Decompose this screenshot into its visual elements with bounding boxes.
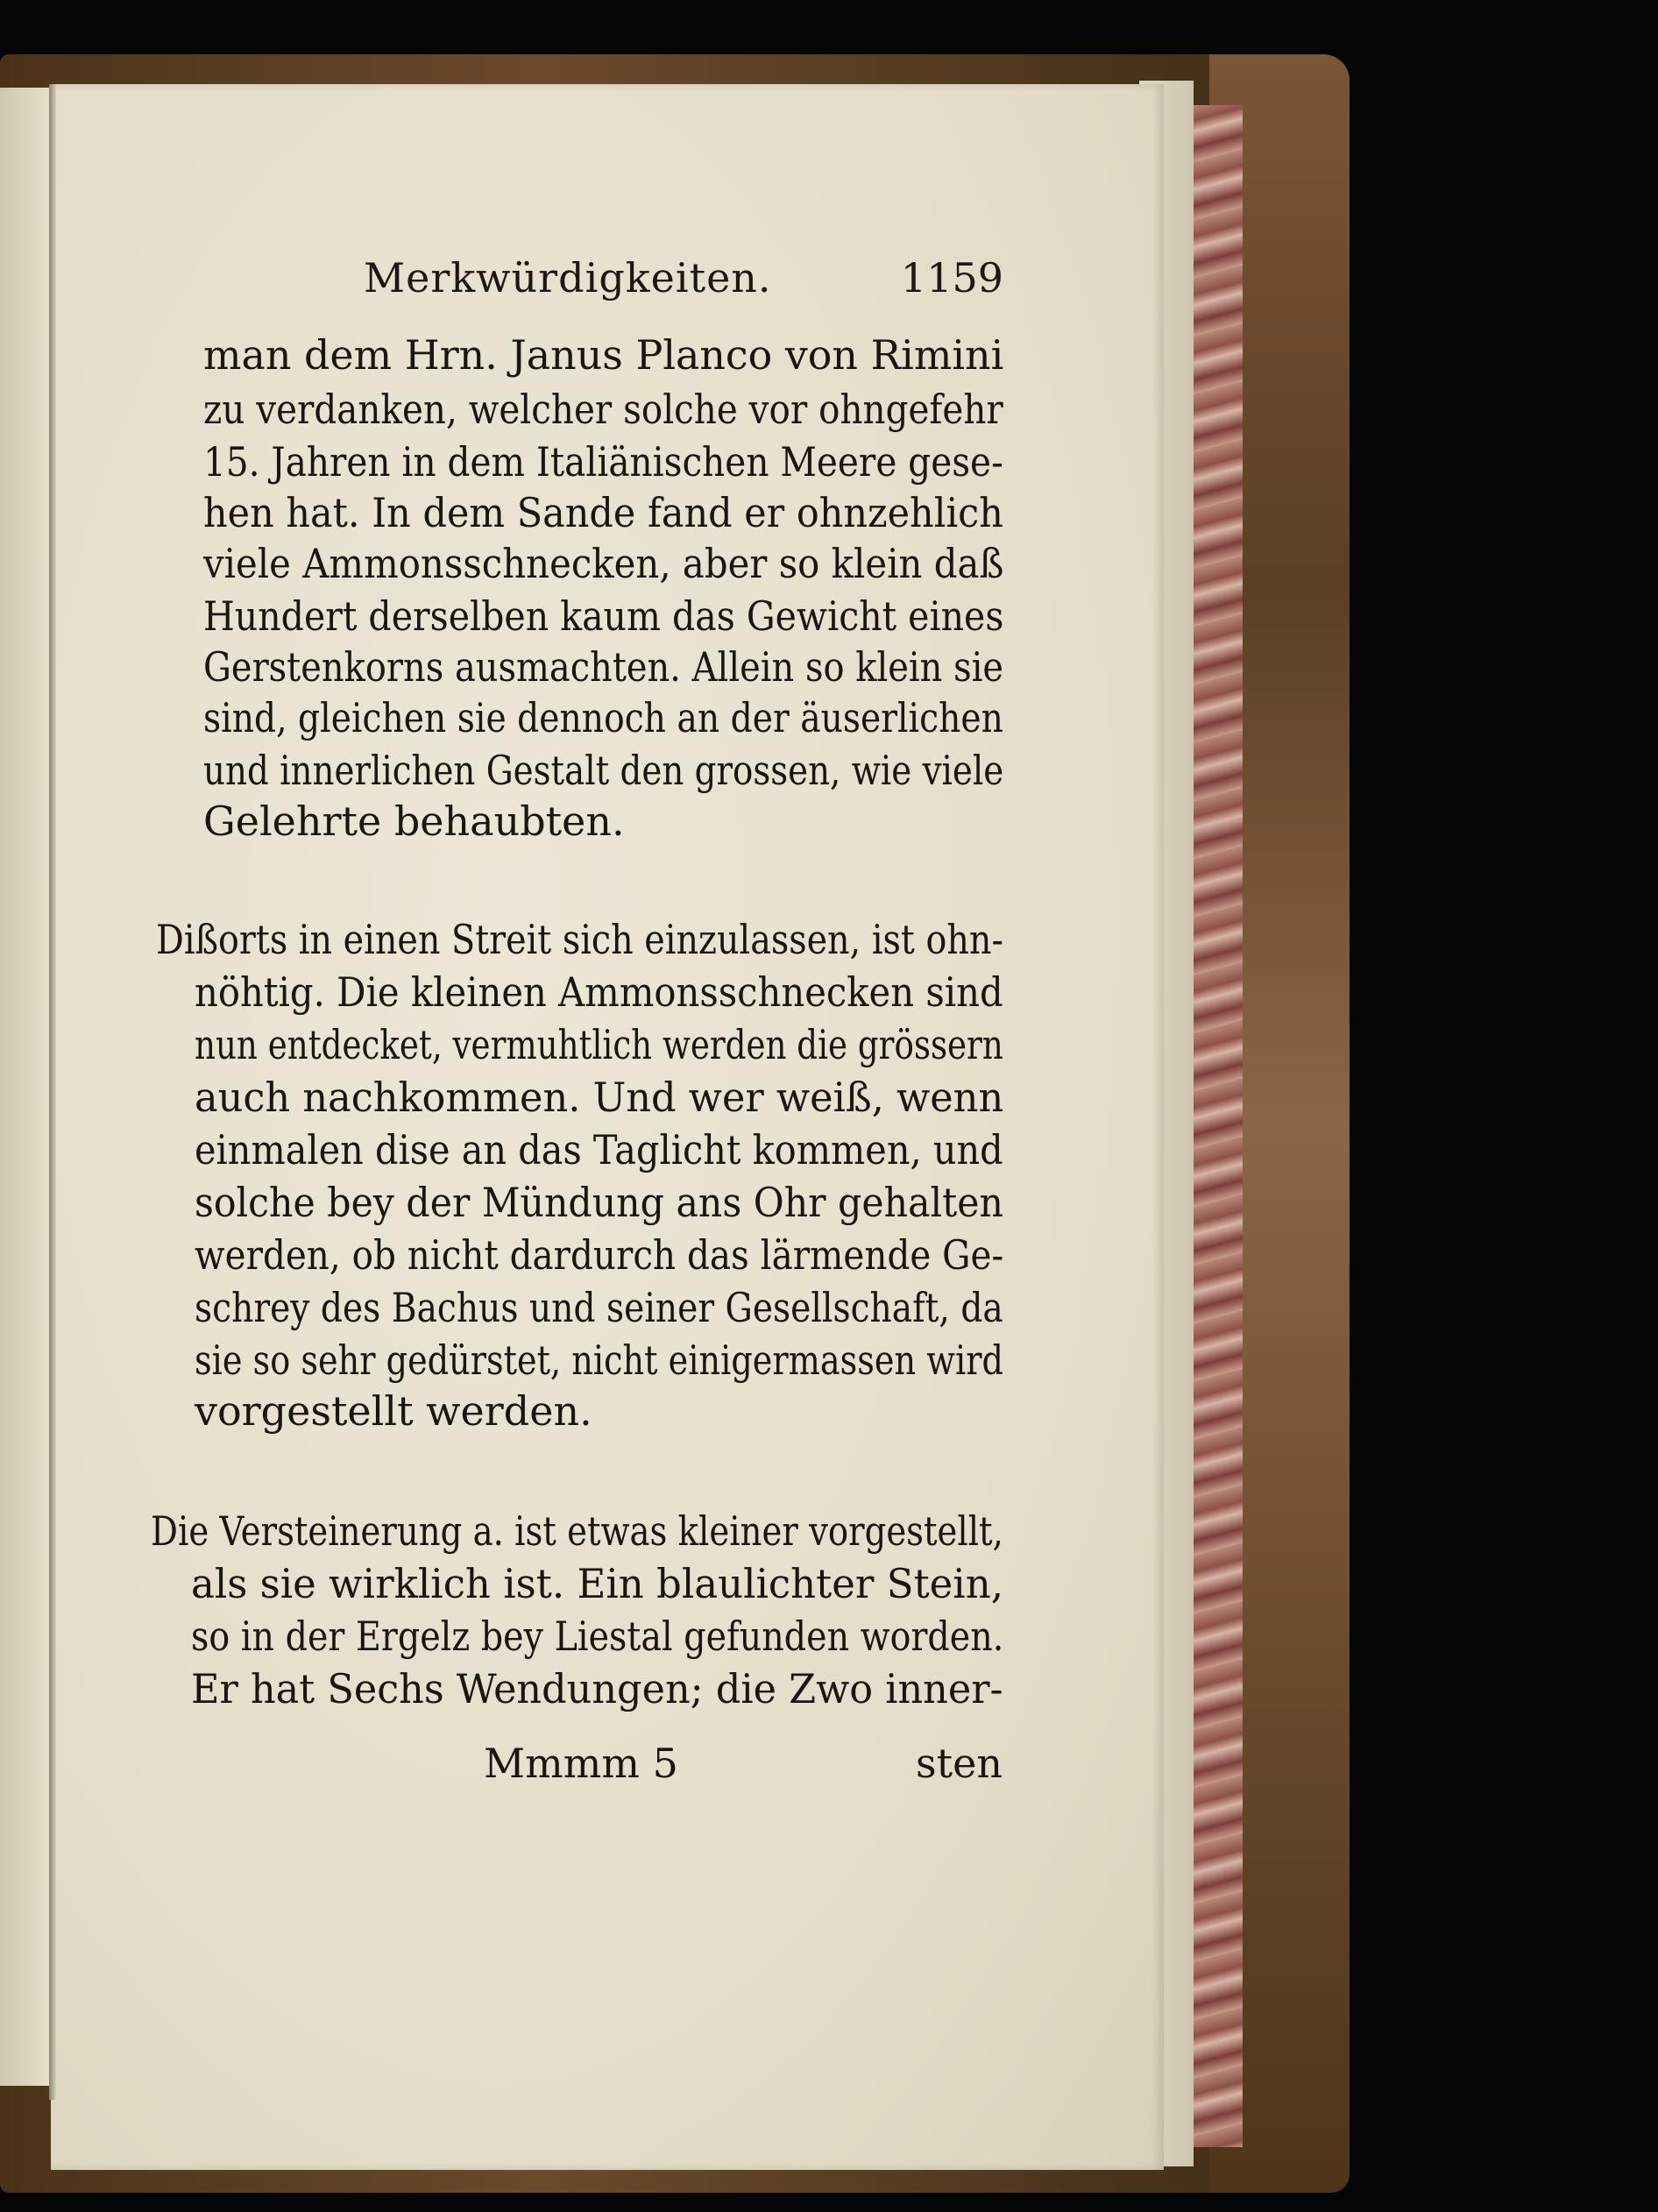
page-gutter [49,84,56,2100]
text-line: hen hat. In dem Sande fand er ohnzehlich [203,489,1003,536]
text-line: und innerlichen Gestalt den grossen, wie viele [203,747,1004,794]
text-line: Gelehrte behaubten. [203,798,625,845]
text-line: zu verdanken, welcher solche vor ohngefehr [203,386,1003,433]
text-line: Er hat Sechs Wendungen; die Zwo inner- [191,1665,1003,1712]
text-line: als sie wirklich ist. Ein blaulichter Stein, [191,1560,1004,1607]
text-line: Dißorts in einen Streit sich einzulassen, ist ohn- [156,916,1003,963]
text-line: einmalen dise an das Taglicht kommen, und [195,1126,1003,1173]
page-header [364,254,1003,324]
facing-page-edge [0,88,49,2086]
page-number: 1159 [900,254,1003,301]
text-line: Hundert derselben kaum das Gewicht eines [203,592,1004,640]
text-line: sie so sehr gedürstet, nicht einigermassen wird [195,1336,1003,1384]
text-line: so in der Ergelz bey Liestal gefunden worden. [191,1613,1004,1660]
text-line: man dem Hrn. Janus Planco von Rimini [203,331,1004,379]
text-line: 15. Jahren in dem Italiänischen Meere gese- [203,438,1003,486]
text-line: schrey des Bachus und seiner Gesellschaft, da [195,1284,1003,1331]
text-line: viele Ammonsschnecken, aber so klein daß [203,540,1004,587]
marbled-page-edge [1190,105,1243,2147]
text-line: sind, gleichen sie dennoch an der äuserlichen [203,694,1003,741]
text-line: auch nachkommen. Und wer weiß, wenn [195,1074,1004,1121]
text-line: vorgestellt werden. [195,1387,592,1435]
text-line: werden, ob nicht dardurch das lärmende Ge- [195,1231,1004,1279]
catchword: sten [916,1740,1003,1787]
text-line: Die Versteinerung a. ist etwas kleiner vorgestellt, [151,1507,1003,1555]
signature-mark: Mmmm 5 [484,1740,678,1787]
running-head: Merkwürdigkeiten. [364,254,772,301]
text-line: solche bey der Mündung ans Ohr gehalten [195,1179,1003,1226]
text-line: nun entdecket, vermuhtlich werden die grössern [195,1021,1003,1068]
text-line: Gerstenkorns ausmachten. Allein so klein sie [203,643,1004,691]
text-line: nöhtig. Die kleinen Ammonsschnecken sind [195,968,1003,1016]
